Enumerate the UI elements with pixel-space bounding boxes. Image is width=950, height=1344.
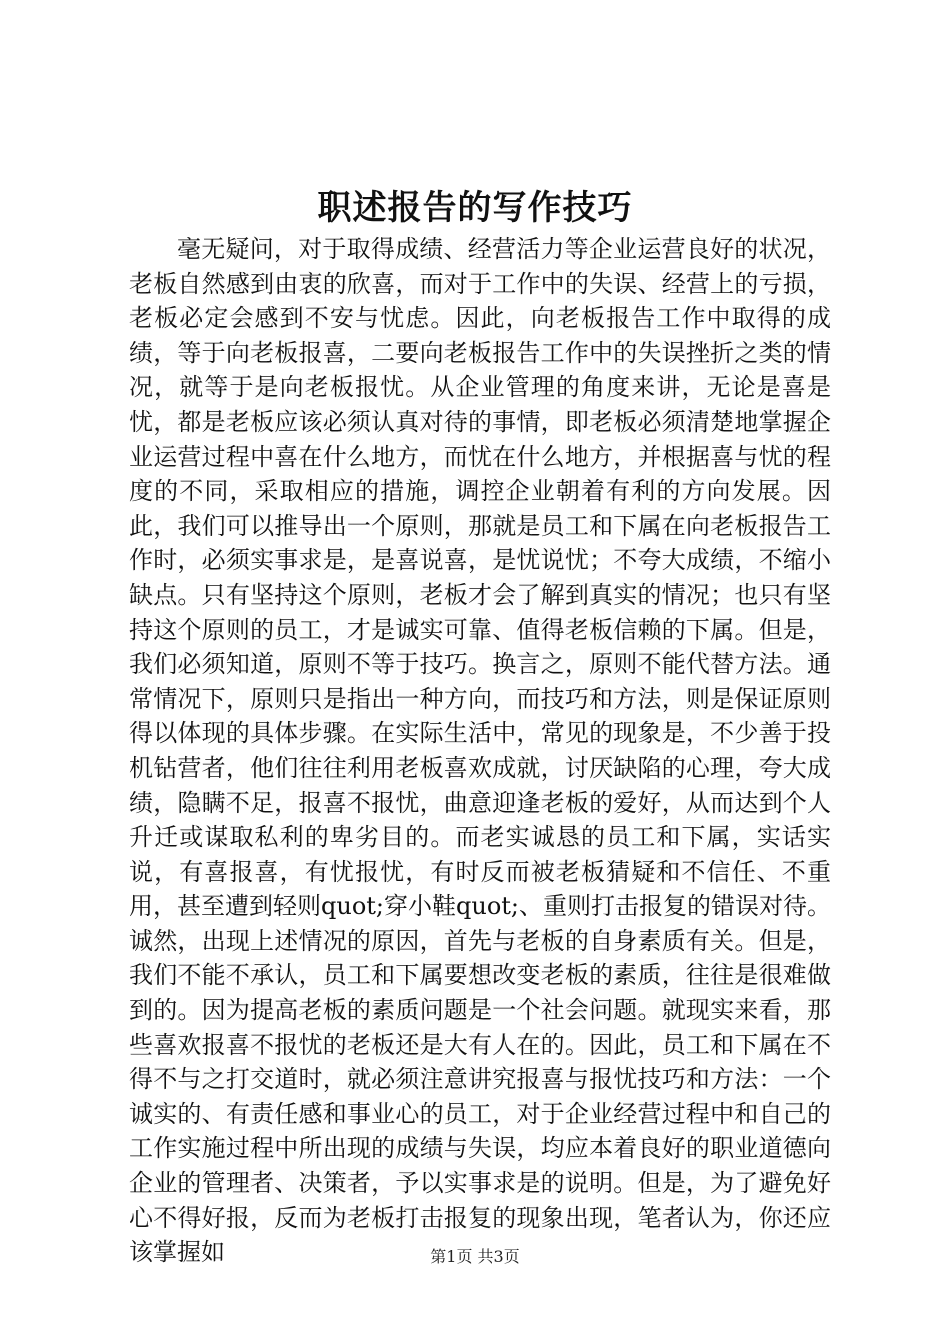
document-body-paragraph: 毫无疑问，对于取得成绩、经营活力等企业运营良好的状况，老板自然感到由衷的欣喜，而对于工作中的失误、经营上的亏损，老板必定会感到不安与忧虑。因此，向老板报告工作中取得的成绩，等于向老板报喜，二要向老板报告工作中的失误挫折之类的情况，就等于是向老板报忧。从企业管理的角度来讲，无论是喜是忧，都是老板应该必须认真对待的事情，即老板必须清楚地掌握企业运营过程中喜在什么地方，而忧在什么地方，并根据喜与忧的程度的不同，采取相应的措施，调控企业朝着有利的方向发展。因此，我们可以推导出一个原则，那就是员工和下属在向老板报告工作时，必须实事求是，是喜说喜，是忧说忧；不夸大成绩，不缩小缺点。只有坚持这个原则，老板才会了解到真实的情况；也只有坚持这个原则的员工，才是诚实可靠、值得老板信赖的下属。但是，我们必须知道，原则不等于技巧。换言之，原则不能代替方法。通常情况下，原则只是指出一种方向，而技巧和方法，则是保证原则得以体现的具体步骤。在实际生活中，常见的现象是，不少善于投机钻营者，他们往往利用老板喜欢成就，讨厌缺陷的心理，夸大成绩，隐瞒不足，报喜不报忧，曲意迎逢老板的爱好，从而达到个人升迁或谋取私利的卑劣目的。而老实诚恳的员工和下属，实话实说，有喜报喜，有忧报忧，有时反而被老板猜疑和不信任、不重用，甚至遭到轻则quot;穿小鞋quot;、重则打击报复的错误对待。诚然，出现上述情况的原因，首先与老板的自身素质有关。但是，我们不能不承认，员工和下属要想改变老板的素质，往往是很难做到的。因为提高老板的素质问题是一个社会问题。就现实来看，那些喜欢报喜不报忧的老板还是大有人在的。因此，员工和下属在不得不与之打交道时，就必须注意讲究报喜与报忧技巧和方法：一个诚实的、有责任感和事业心的员工，对于企业经营过程中和自己的工作实施过程中所出现的成绩与失误，均应本着良好的职业道德向企业的管理者、决策者，予以实事求是的说明。但是，为了避免好心不得好报，反而为老板打击报复的现象出现，笔者认为，你还应该掌握如 [129, 235, 831, 1267]
page-number-footer: 第1页 共3页 [430, 1247, 520, 1266]
document-title: 职述报告的写作技巧 [317, 188, 633, 228]
